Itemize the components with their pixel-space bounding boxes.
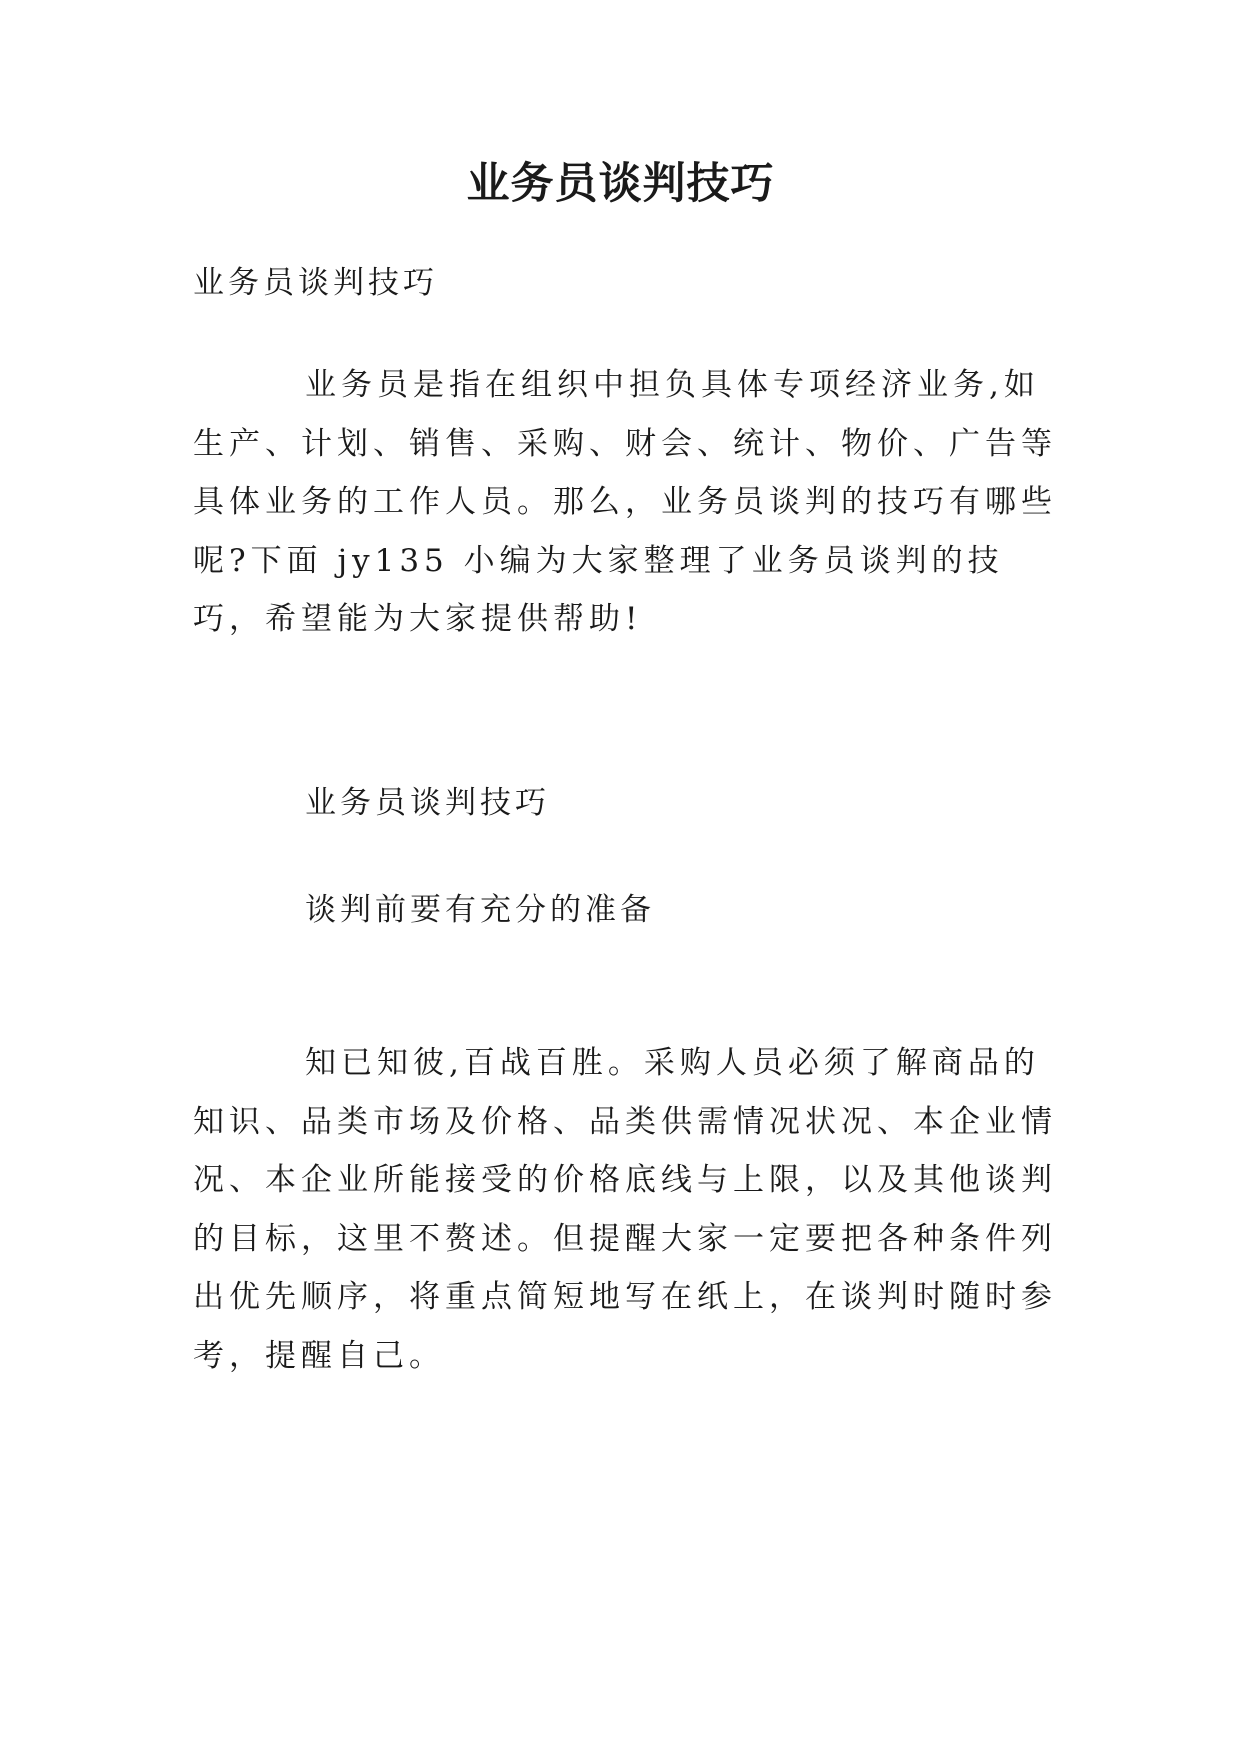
intro-paragraph: 业务员是指在组织中担负具体专项经济业务,如生产、计划、销售、采购、财会、统计、物价、广告等具体业务的工作人员。那么，业务员谈判的技巧有哪些呢?下面 jy135 小编为大家整理了业务员谈判的技巧，希望能为大家提供帮助! [193, 367, 1057, 637]
sub-heading: 谈判前要有充分的准备 [305, 892, 655, 928]
document-title: 业务员谈判技巧 [466, 159, 775, 209]
document-subtitle: 业务员谈判技巧 [193, 265, 438, 301]
body-paragraph: 知已知彼,百战百胜。采购人员必须了解商品的知识、品类市场及价格、品类供需情况状况、本企业情况、本企业所能接受的价格底线与上限，以及其他谈判的目标，这里不赘述。但提醒大家一定要把各种条件列出优先顺序，将重点简短地写在纸上，在谈判时随时参考，提醒自己。 [193, 1045, 1057, 1374]
section-heading: 业务员谈判技巧 [305, 785, 550, 821]
